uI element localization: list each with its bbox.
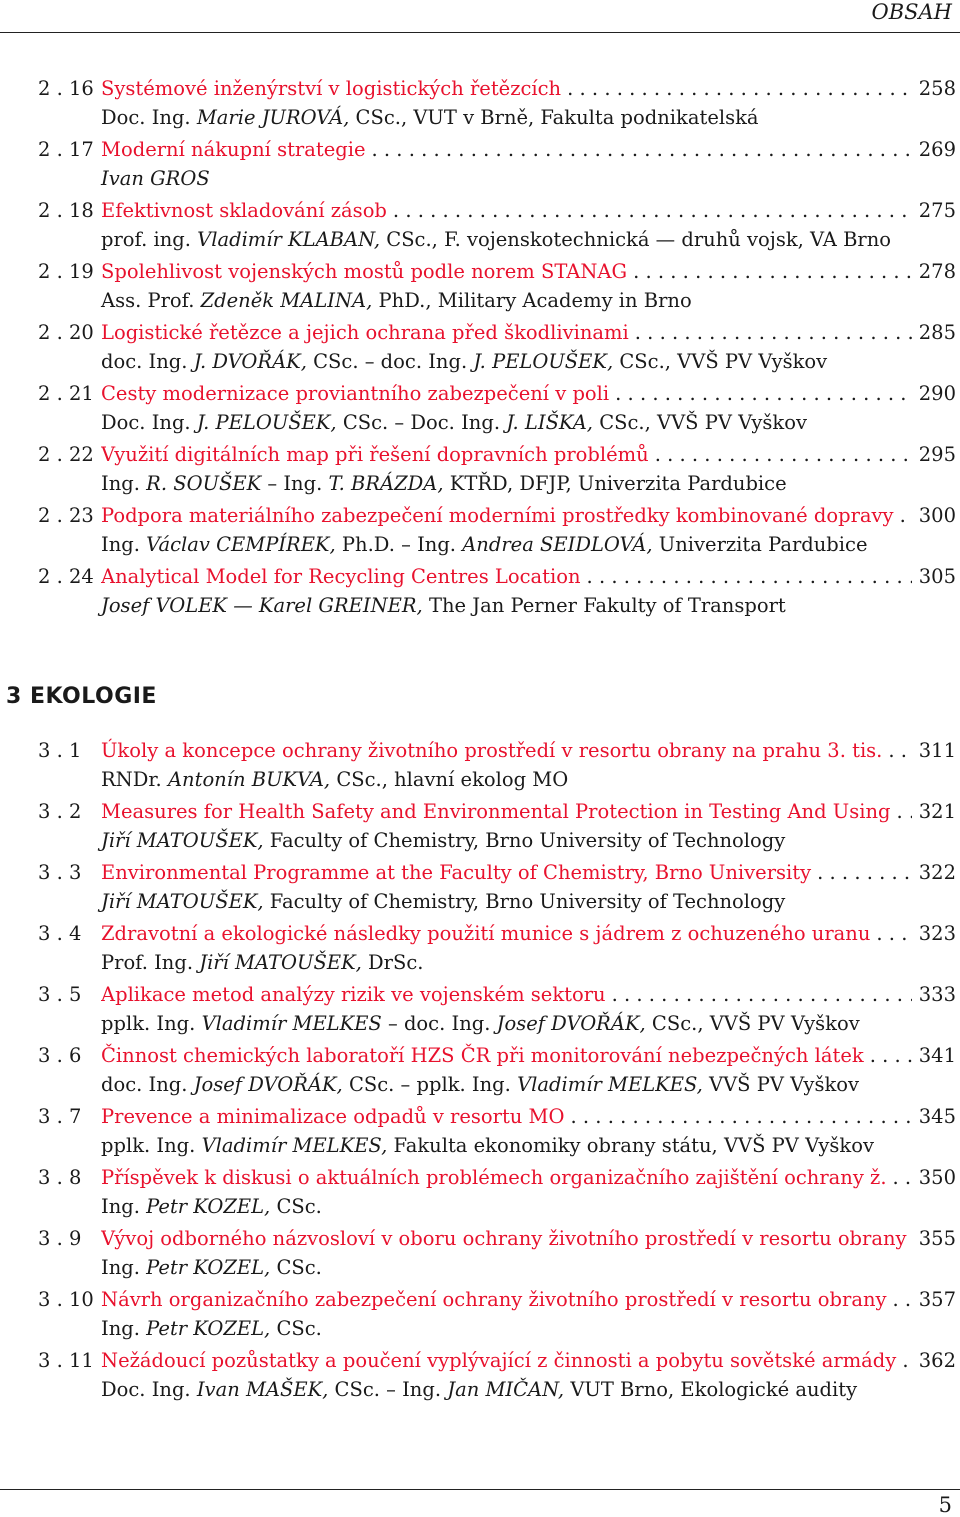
toc-entry-number: 2 . 24 bbox=[38, 565, 94, 588]
toc-entry-title-wrap bbox=[101, 1163, 912, 1192]
author-name: Václav CEMPÍREK, bbox=[146, 533, 336, 556]
toc-entry-title-link[interactable]: Úkoly a koncepce ochrany životního prostředí v resortu obrany na prahu 3. tis. bbox=[101, 739, 883, 762]
toc-entry-title-link[interactable]: Cesty modernizace proviantního zabezpečení v poli bbox=[101, 382, 610, 405]
toc-entry-number: 3 . 8 bbox=[38, 1166, 82, 1189]
author-affiliation: CSc. – doc. Ing. bbox=[306, 350, 474, 373]
toc-entry bbox=[0, 379, 960, 437]
toc-entry-title-wrap bbox=[101, 797, 912, 826]
author-name: Vladimír MELKES bbox=[201, 1012, 382, 1035]
author-name: Josef VOLEK — Karel GREINER, bbox=[101, 594, 423, 617]
author-affiliation: Ing. bbox=[101, 472, 147, 495]
author-affiliation: VUT Brno, Ekologické audity bbox=[564, 1378, 858, 1401]
toc-entry-author bbox=[0, 530, 960, 559]
toc-entry-title-wrap bbox=[101, 1041, 912, 1070]
author-name: Jiří MATOUŠEK, bbox=[101, 890, 264, 913]
toc-entry-title-link[interactable]: Podpora materiálního zabezpečení moderními prostředky kombinované dopravy bbox=[101, 504, 894, 527]
toc-entry-page: 357 bbox=[918, 1288, 956, 1311]
author-affiliation: Univerzita Pardubice bbox=[652, 533, 868, 556]
toc-entry-page: 285 bbox=[918, 321, 956, 344]
author-affiliation: CSc., VVŠ PV Vyškov bbox=[645, 1012, 860, 1035]
author-affiliation: prof. ing. bbox=[101, 228, 198, 251]
toc-entry-page: 362 bbox=[918, 1349, 956, 1372]
toc-entry-title-wrap bbox=[101, 1224, 912, 1253]
author-name: Petr KOZEL, bbox=[146, 1317, 271, 1340]
author-affiliation: Ing. bbox=[101, 1317, 147, 1340]
toc-entry-number: 3 . 3 bbox=[38, 861, 82, 884]
author-affiliation: Doc. Ing. bbox=[101, 411, 197, 434]
toc-entry-line bbox=[0, 919, 960, 948]
author-affiliation: – doc. Ing. bbox=[381, 1012, 497, 1035]
toc-section-3 bbox=[0, 736, 960, 1407]
toc-entry-page: 258 bbox=[918, 77, 956, 100]
toc-entry bbox=[0, 919, 960, 977]
toc-entry-line bbox=[0, 440, 960, 469]
toc-entry-line bbox=[0, 858, 960, 887]
author-affiliation: Fakulta ekonomiky obrany státu, VVŠ PV Vyškov bbox=[387, 1134, 874, 1157]
toc-entry-number: 3 . 9 bbox=[38, 1227, 82, 1250]
toc-entry bbox=[0, 74, 960, 132]
toc-entry bbox=[0, 1346, 960, 1404]
author-affiliation: doc. Ing. bbox=[101, 350, 194, 373]
toc-entry-author bbox=[0, 103, 960, 132]
toc-entry-author bbox=[0, 286, 960, 315]
author-affiliation: CSc. – pplk. Ing. bbox=[342, 1073, 518, 1096]
toc-entry-title-link[interactable]: Zdravotní a ekologické následky použití munice s jádrem z ochuzeného uranu bbox=[101, 922, 871, 945]
toc-entry-title-wrap bbox=[101, 736, 912, 765]
author-name: Vladimír MELKES, bbox=[517, 1073, 703, 1096]
toc-entry-author bbox=[0, 1375, 960, 1404]
author-affiliation: Doc. Ing. bbox=[101, 106, 197, 129]
toc-entry-title-wrap bbox=[101, 379, 912, 408]
toc-entry-page: 305 bbox=[918, 565, 956, 588]
toc-entry-number: 3 . 7 bbox=[38, 1105, 82, 1128]
toc-entry-title-link[interactable]: Návrh organizačního zabezpečení ochrany životního prostředí v resortu obrany bbox=[101, 1288, 887, 1311]
author-affiliation: CSc., hlavní ekolog MO bbox=[330, 768, 569, 791]
author-affiliation: – Ing. bbox=[261, 472, 329, 495]
toc-entry bbox=[0, 797, 960, 855]
toc-entry-page: 275 bbox=[918, 199, 956, 222]
toc-entry-page: 300 bbox=[918, 504, 956, 527]
author-name: Ivan GROS bbox=[101, 167, 210, 190]
toc-entry-page: 333 bbox=[918, 983, 956, 1006]
author-name: Petr KOZEL, bbox=[146, 1195, 271, 1218]
toc-entry-author bbox=[0, 948, 960, 977]
author-affiliation: doc. Ing. bbox=[101, 1073, 194, 1096]
toc-entry-line bbox=[0, 1285, 960, 1314]
author-affiliation: CSc. bbox=[270, 1317, 322, 1340]
toc-entry-page: 290 bbox=[918, 382, 956, 405]
toc-entry bbox=[0, 318, 960, 376]
author-affiliation: Ing. bbox=[101, 533, 147, 556]
toc-entry-title-link[interactable]: Analytical Model for Recycling Centres Location bbox=[101, 565, 581, 588]
toc-entry-page: 345 bbox=[918, 1105, 956, 1128]
toc-entry-title-link[interactable]: Aplikace metod analýzy rizik ve vojenském sektoru bbox=[101, 983, 606, 1006]
toc-entry-title-link[interactable]: Spolehlivost vojenských mostů podle norem STANAG bbox=[101, 260, 628, 283]
footer-divider bbox=[0, 1489, 960, 1490]
toc-entry-title-link[interactable]: Nežádoucí pozůstatky a poučení vyplývající z činnosti a pobytu sovětské armády bbox=[101, 1349, 897, 1372]
author-name: Josef DVOŘÁK, bbox=[496, 1012, 646, 1035]
author-affiliation: Ing. bbox=[101, 1195, 147, 1218]
toc-entry-line bbox=[0, 74, 960, 103]
toc-entry-author bbox=[0, 765, 960, 794]
toc-entry-page: 322 bbox=[918, 861, 956, 884]
author-affiliation: PhD., Military Academy in Brno bbox=[372, 289, 692, 312]
toc-entry bbox=[0, 135, 960, 193]
toc-entry-page: 321 bbox=[918, 800, 956, 823]
toc-entry-number: 3 . 6 bbox=[38, 1044, 82, 1067]
toc-entry-title-wrap bbox=[101, 562, 912, 591]
author-name: Petr KOZEL, bbox=[146, 1256, 271, 1279]
toc-entry-author bbox=[0, 1131, 960, 1160]
author-affiliation: Prof. Ing. bbox=[101, 951, 200, 974]
author-affiliation: Faculty of Chemistry, Brno University of Technology bbox=[263, 829, 786, 852]
toc-entry-title-link[interactable]: Využití digitálních map při řešení dopravních problémů bbox=[101, 443, 649, 466]
author-affiliation: DrSc. bbox=[361, 951, 424, 974]
author-affiliation: Ass. Prof. bbox=[101, 289, 201, 312]
author-name: Vladimír KLABAN, bbox=[197, 228, 381, 251]
toc-entry bbox=[0, 196, 960, 254]
author-affiliation: CSc. bbox=[270, 1195, 322, 1218]
toc-entry-title-wrap bbox=[101, 1102, 912, 1131]
author-name: Zdeněk MALINA, bbox=[200, 289, 373, 312]
toc-entry-author bbox=[0, 164, 960, 193]
author-name: T. BRÁZDA, bbox=[328, 472, 444, 495]
toc-entry-line bbox=[0, 562, 960, 591]
toc-entry bbox=[0, 1285, 960, 1343]
author-name: J. LIŠKA, bbox=[506, 411, 593, 434]
toc-entry-author bbox=[0, 225, 960, 254]
toc-entry-line bbox=[0, 379, 960, 408]
toc-entry bbox=[0, 257, 960, 315]
toc-entry-title-link[interactable]: Measures for Health Safety and Environmental Protection in Testing And Using bbox=[101, 800, 891, 823]
toc-entry-number: 3 . 2 bbox=[38, 800, 82, 823]
toc-entry bbox=[0, 858, 960, 916]
toc-entry-title-wrap bbox=[101, 980, 912, 1009]
toc-entry-title-link[interactable]: Efektivnost skladování zásob bbox=[101, 199, 387, 222]
toc-entry-number: 2 . 17 bbox=[38, 138, 94, 161]
toc-entry-line bbox=[0, 1041, 960, 1070]
running-header bbox=[0, 0, 960, 33]
author-affiliation: CSc. bbox=[270, 1256, 322, 1279]
author-affiliation: VVŠ PV Vyškov bbox=[702, 1073, 860, 1096]
toc-entry-title-wrap bbox=[101, 1346, 912, 1375]
toc-entry-title-wrap bbox=[101, 135, 912, 164]
author-affiliation: CSc., VUT v Brně, Fakulta podnikatelská bbox=[349, 106, 759, 129]
toc-entry-title-wrap bbox=[101, 257, 912, 286]
toc-entry-title-link[interactable]: Příspěvek k diskusi o aktuálních problémech organizačního zajištění ochrany ž. bbox=[101, 1166, 887, 1189]
toc-entry-page: 311 bbox=[918, 739, 956, 762]
author-name: Vladimír MELKES, bbox=[201, 1134, 388, 1157]
toc-entry-number: 2 . 18 bbox=[38, 199, 94, 222]
toc-entry-author bbox=[0, 1314, 960, 1343]
toc-entry-line bbox=[0, 257, 960, 286]
toc-entry-author bbox=[0, 469, 960, 498]
toc-entry-line bbox=[0, 1163, 960, 1192]
toc-entry bbox=[0, 440, 960, 498]
toc-entry bbox=[0, 1102, 960, 1160]
toc-entry-page: 350 bbox=[918, 1166, 956, 1189]
author-affiliation: Doc. Ing. bbox=[101, 1378, 197, 1401]
toc-entry-line bbox=[0, 501, 960, 530]
author-name: Josef DVOŘÁK, bbox=[193, 1073, 343, 1096]
toc-entry-title-wrap bbox=[101, 501, 912, 530]
toc-entry-title-wrap bbox=[101, 440, 912, 469]
toc-entry-author bbox=[0, 826, 960, 855]
toc-entry-title-link[interactable]: Systémové inženýrství v logistických řetězcích bbox=[101, 77, 562, 100]
toc-entry bbox=[0, 980, 960, 1038]
toc-entry-page: 341 bbox=[918, 1044, 956, 1067]
toc-entry-page: 323 bbox=[918, 922, 956, 945]
toc-entry-page: 295 bbox=[918, 443, 956, 466]
toc-entry-line bbox=[0, 980, 960, 1009]
author-name: Antonín BUKVA, bbox=[167, 768, 331, 791]
toc-entry bbox=[0, 1041, 960, 1099]
running-header-title: OBSAH bbox=[871, 0, 952, 24]
toc-entry-number: 3 . 5 bbox=[38, 983, 82, 1006]
toc-entry-title-wrap bbox=[101, 74, 912, 103]
author-name: Ivan MAŠEK, bbox=[196, 1378, 329, 1401]
author-affiliation: Faculty of Chemistry, Brno University of Technology bbox=[263, 890, 786, 913]
author-name: J. PELOUŠEK, bbox=[473, 350, 614, 373]
toc-entry bbox=[0, 736, 960, 794]
toc-entry-line bbox=[0, 797, 960, 826]
toc-entry-number: 2 . 23 bbox=[38, 504, 94, 527]
toc-entry-line bbox=[0, 1346, 960, 1375]
toc-entry-title-link[interactable]: Vývoj odborného názvosloví v oboru ochrany životního prostředí v resortu obrany bbox=[101, 1227, 907, 1250]
toc-entry-number: 2 . 19 bbox=[38, 260, 94, 283]
toc-entry-author bbox=[0, 591, 960, 620]
toc-section-2 bbox=[0, 74, 960, 623]
toc-entry bbox=[0, 1163, 960, 1221]
toc-entry-author bbox=[0, 1009, 960, 1038]
author-name: J. DVOŘÁK, bbox=[193, 350, 307, 373]
author-affiliation: CSc. – Ing. bbox=[328, 1378, 448, 1401]
author-name: J. PELOUŠEK, bbox=[196, 411, 337, 434]
toc-entry-author bbox=[0, 347, 960, 376]
author-affiliation: The Jan Perner Fakulty of Transport bbox=[422, 594, 786, 617]
toc-entry-author bbox=[0, 887, 960, 916]
toc-entry-page: 355 bbox=[918, 1227, 956, 1250]
toc-entry-line bbox=[0, 736, 960, 765]
toc-entry-page: 278 bbox=[918, 260, 956, 283]
toc-entry bbox=[0, 501, 960, 559]
toc-entry-title-link[interactable]: Činnost chemických laboratoří HZS ČR při monitorování nebezpečných látek bbox=[101, 1044, 864, 1067]
author-affiliation: CSc., VVŠ PV Vyškov bbox=[613, 350, 828, 373]
toc-entry-title-wrap bbox=[101, 1285, 912, 1314]
author-affiliation: CSc. – Doc. Ing. bbox=[336, 411, 507, 434]
toc-entry-number: 3 . 11 bbox=[38, 1349, 94, 1372]
author-name: R. SOUŠEK bbox=[146, 472, 262, 495]
author-affiliation: Ph.D. – Ing. bbox=[335, 533, 463, 556]
author-affiliation: CSc., VVŠ PV Vyškov bbox=[593, 411, 808, 434]
toc-entry bbox=[0, 562, 960, 620]
toc-entry-title-link[interactable]: Environmental Programme at the Faculty of Chemistry, Brno University bbox=[101, 861, 812, 884]
toc-entry-author bbox=[0, 1070, 960, 1099]
author-name: Jiří MATOUŠEK, bbox=[101, 829, 264, 852]
toc-entry-number: 2 . 20 bbox=[38, 321, 94, 344]
author-affiliation: Ing. bbox=[101, 1256, 147, 1279]
section-heading-ekologie: 3 EKOLOGIE bbox=[6, 684, 157, 709]
toc-entry-line bbox=[0, 318, 960, 347]
toc-entry-number: 2 . 16 bbox=[38, 77, 94, 100]
author-affiliation: RNDr. bbox=[101, 768, 168, 791]
toc-entry-line bbox=[0, 196, 960, 225]
toc-entry-number: 3 . 1 bbox=[38, 739, 82, 762]
toc-entry-author bbox=[0, 1192, 960, 1221]
toc-entry-line bbox=[0, 1102, 960, 1131]
toc-entry-title-wrap bbox=[101, 858, 912, 887]
author-affiliation: CSc., F. vojenskotechnická — druhů vojsk, VA Brno bbox=[380, 228, 892, 251]
author-name: Andrea SEIDLOVÁ, bbox=[462, 533, 653, 556]
author-affiliation: KTŘD, DFJP, Univerzita Pardubice bbox=[443, 472, 787, 495]
page-number: 5 bbox=[938, 1493, 952, 1517]
toc-entry-title-wrap bbox=[101, 196, 912, 225]
toc-entry-page: 269 bbox=[918, 138, 956, 161]
toc-entry-number: 3 . 4 bbox=[38, 922, 82, 945]
toc-entry-title-link[interactable]: Moderní nákupní strategie bbox=[101, 138, 366, 161]
toc-entry-author bbox=[0, 1253, 960, 1282]
author-name: Jiří MATOUŠEK, bbox=[199, 951, 362, 974]
author-name: Marie JUROVÁ, bbox=[196, 106, 350, 129]
toc-entry-number: 2 . 22 bbox=[38, 443, 94, 466]
toc-entry-title-wrap bbox=[101, 919, 912, 948]
toc-entry-number: 2 . 21 bbox=[38, 382, 94, 405]
toc-entry-title-link[interactable]: Prevence a minimalizace odpadů v resortu MO bbox=[101, 1105, 565, 1128]
toc-entry-title-link[interactable]: Logistické řetězce a jejich ochrana před škodlivinami bbox=[101, 321, 629, 344]
author-affiliation: pplk. Ing. bbox=[101, 1134, 202, 1157]
author-affiliation: pplk. Ing. bbox=[101, 1012, 202, 1035]
author-name: Jan MIČAN, bbox=[447, 1378, 565, 1401]
toc-entry-number: 3 . 10 bbox=[38, 1288, 94, 1311]
toc-entry-title-wrap bbox=[101, 318, 912, 347]
toc-entry-line bbox=[0, 135, 960, 164]
toc-entry bbox=[0, 1224, 960, 1282]
toc-entry-line bbox=[0, 1224, 960, 1253]
toc-entry-author bbox=[0, 408, 960, 437]
